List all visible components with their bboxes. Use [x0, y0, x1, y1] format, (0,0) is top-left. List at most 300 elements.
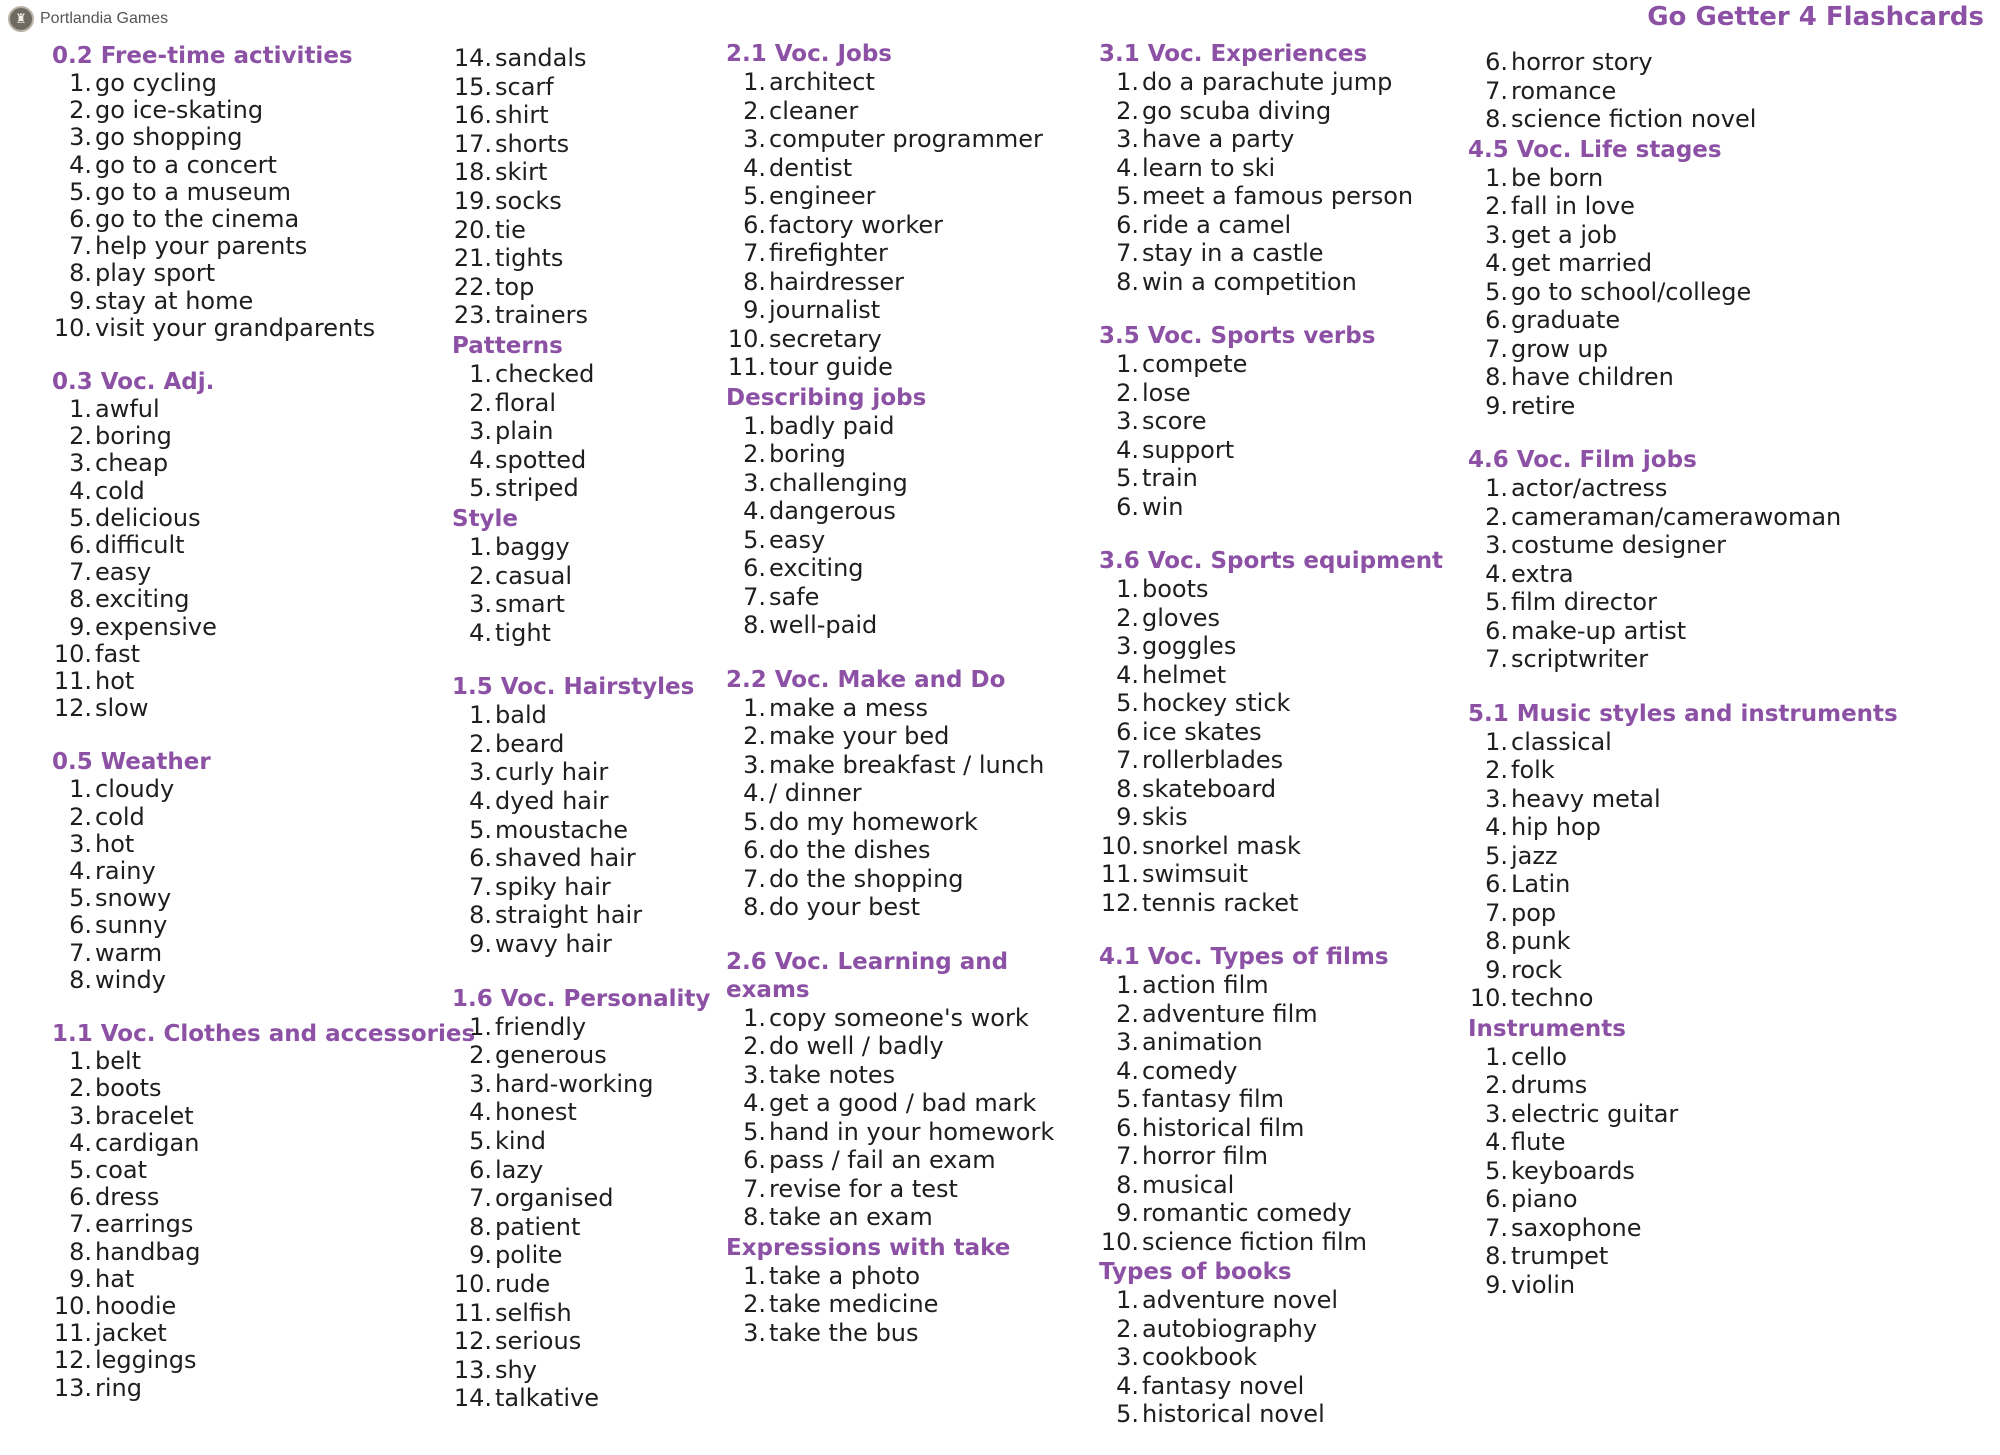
item-number: 3. [743, 750, 766, 779]
item-text: folk [1511, 756, 1555, 784]
item-number: 4. [1116, 435, 1139, 464]
item-text: belt [95, 1047, 142, 1076]
item-number: 4. [743, 1089, 766, 1117]
item-number: 10. [1100, 1227, 1139, 1256]
item-number: 2. [469, 561, 492, 590]
item-number: 3. [1485, 1099, 1508, 1128]
item-number: 7. [69, 938, 92, 967]
item-text: pop [1511, 898, 1557, 927]
section [452, 673, 727, 958]
item-text: punk [1511, 927, 1571, 955]
vocab-item [1468, 192, 1868, 221]
item-number: 8. [743, 611, 766, 639]
item-number: 6. [469, 1155, 492, 1184]
item-number: 1. [1485, 163, 1508, 192]
item-text: have a party [1142, 125, 1295, 153]
item-text: hot [95, 829, 135, 858]
item-number: 8. [743, 267, 766, 296]
item-number: 6. [1485, 1185, 1508, 1213]
section [1468, 1015, 1868, 1300]
item-text: support [1142, 435, 1235, 464]
item-number: 6. [743, 1146, 766, 1174]
item-text: hockey stick [1142, 689, 1291, 717]
item-number: 1. [1485, 474, 1508, 502]
item-text: win [1142, 492, 1184, 521]
item-number: 7. [69, 558, 92, 587]
section [1099, 547, 1469, 917]
item-number: 3. [743, 1318, 766, 1347]
section [726, 384, 1096, 640]
item-number: 3. [469, 590, 492, 619]
item-number: 6. [1485, 48, 1508, 76]
item-text: pass / fail an exam [769, 1146, 996, 1174]
vocab-item [1468, 164, 1868, 193]
section-title: Patterns [452, 332, 563, 359]
vocab-item [726, 440, 1096, 469]
item-text: make a mess [769, 693, 929, 722]
item-text: learn to ski [1142, 153, 1276, 182]
vocab-list [452, 360, 727, 503]
section [1099, 40, 1469, 296]
item-number: 3. [1116, 407, 1139, 435]
item-number: 8. [743, 893, 766, 921]
column-4 [1099, 40, 1469, 1455]
item-text: cameraman/camerawoman [1511, 502, 1842, 531]
item-number: 3. [1116, 632, 1139, 660]
item-number: 4. [469, 1098, 492, 1127]
section [52, 368, 452, 722]
item-number: 6. [1485, 870, 1508, 898]
item-number: 3. [69, 123, 92, 152]
item-text: patient [495, 1212, 581, 1241]
item-number: 9. [69, 286, 92, 315]
vocab-item [1099, 575, 1469, 604]
item-number: 10. [53, 1291, 92, 1320]
vocab-list [1468, 728, 1868, 1013]
vocab-item [452, 901, 727, 930]
section-title: 0.5 Weather [52, 749, 211, 776]
vocab-list [452, 701, 727, 958]
item-number: 5. [69, 177, 92, 206]
vocab-item [1468, 870, 1868, 899]
item-text: tights [495, 244, 564, 273]
item-number: 4. [1485, 249, 1508, 277]
item-text: do the dishes [769, 836, 931, 864]
item-text: factory worker [769, 210, 943, 239]
item-text: horror film [1142, 1142, 1269, 1170]
vocab-item [452, 1013, 727, 1042]
item-text: extra [1511, 559, 1574, 588]
item-text: go to the cinema [95, 205, 300, 234]
vocab-item [1468, 1100, 1868, 1129]
item-text: trainers [495, 301, 588, 330]
item-number: 14. [453, 1384, 492, 1413]
vocab-item [452, 1270, 727, 1299]
item-text: science fiction film [1142, 1227, 1368, 1256]
item-text: cardigan [95, 1128, 200, 1157]
item-number: 6. [469, 844, 492, 873]
vocab-item [452, 562, 727, 591]
vocab-item [1468, 335, 1868, 364]
item-text: jacket [95, 1319, 167, 1348]
section [452, 44, 727, 330]
item-number: 4. [1116, 660, 1139, 689]
item-number: 5. [743, 1117, 766, 1146]
section-title: 4.5 Voc. Life stages [1468, 136, 1722, 163]
vocab-item [452, 187, 727, 216]
vocab-item [726, 353, 1096, 382]
item-number: 4. [1116, 1056, 1139, 1085]
item-number: 6. [743, 554, 766, 582]
item-number: 5. [69, 503, 92, 532]
vocab-item [726, 97, 1096, 126]
vocab-item [1099, 97, 1469, 126]
item-number: 11. [53, 1319, 92, 1348]
vocab-list [52, 776, 452, 994]
item-number: 12. [53, 694, 92, 723]
item-text: fast [95, 639, 141, 668]
item-text: handbag [95, 1237, 201, 1266]
item-text: hoodie [95, 1291, 177, 1320]
vocab-item [1468, 1157, 1868, 1186]
vocab-item [452, 301, 727, 330]
vocab-item [452, 590, 727, 619]
item-number: 1. [469, 532, 492, 561]
item-number: 5. [743, 807, 766, 836]
item-number: 22. [453, 272, 492, 301]
item-text: make-up artist [1511, 616, 1687, 645]
item-text: cheap [95, 449, 169, 478]
item-number: 13. [453, 1355, 492, 1384]
vocab-item [452, 389, 727, 418]
section-title: 3.1 Voc. Experiences [1099, 41, 1368, 67]
vocab-item [726, 751, 1096, 780]
vocab-item [1468, 1185, 1868, 1214]
vocab-list [452, 533, 727, 647]
item-number: 4. [1116, 153, 1139, 182]
item-number: 2. [69, 422, 92, 451]
item-number: 4. [469, 618, 492, 647]
section-title: 2.1 Voc. Jobs [726, 41, 892, 67]
item-number: 6. [1485, 306, 1508, 334]
item-number: 7. [1485, 76, 1508, 105]
vocab-list [1468, 48, 1868, 134]
item-text: / dinner [769, 779, 862, 807]
vocab-item [452, 1356, 727, 1385]
vocab-item [452, 1299, 727, 1328]
vocab-item [726, 268, 1096, 297]
vocab-item [1468, 1043, 1868, 1072]
vocab-item [52, 858, 452, 885]
vocab-item [52, 1347, 452, 1374]
item-text: well-paid [769, 611, 878, 639]
item-text: take the bus [769, 1318, 919, 1347]
item-text: top [495, 272, 535, 301]
item-text: engineer [769, 182, 876, 210]
item-text: dress [95, 1183, 160, 1212]
item-number: 2. [1116, 999, 1139, 1028]
item-text: compete [1142, 350, 1248, 378]
item-text: meet a famous person [1142, 182, 1414, 210]
vocab-item [726, 893, 1096, 922]
vocab-item [1099, 268, 1469, 297]
vocab-item [726, 154, 1096, 183]
item-text: historical film [1142, 1113, 1305, 1142]
item-text: drums [1511, 1071, 1588, 1099]
vocab-item [726, 182, 1096, 211]
item-text: socks [495, 186, 562, 215]
item-text: copy someone's work [769, 1003, 1029, 1032]
vocab-item [726, 1146, 1096, 1175]
item-number: 2. [1485, 192, 1508, 220]
vocab-item [52, 695, 452, 722]
vocab-item [1099, 493, 1469, 522]
section [52, 1020, 476, 1402]
item-number: 12. [1100, 888, 1139, 917]
item-number: 12. [53, 1346, 92, 1375]
item-text: violin [1511, 1270, 1576, 1299]
item-text: get married [1511, 249, 1653, 277]
item-number: 8. [1485, 927, 1508, 955]
item-text: snorkel mask [1142, 831, 1301, 860]
item-text: ride a camel [1142, 210, 1292, 239]
vocab-item [726, 808, 1096, 837]
item-text: beard [495, 729, 565, 758]
item-text: difficult [95, 531, 185, 560]
item-number: 5. [69, 1155, 92, 1184]
section [1099, 943, 1469, 1256]
vocab-item [452, 1127, 727, 1156]
item-text: secretary [769, 324, 882, 353]
item-text: revise for a test [769, 1174, 958, 1203]
item-number: 8. [69, 259, 92, 288]
section [1468, 136, 1868, 421]
vocab-item [1099, 154, 1469, 183]
item-text: go to a concert [95, 150, 277, 179]
item-number: 7. [69, 232, 92, 261]
vocab-item [52, 586, 452, 613]
item-number: 8. [1485, 1242, 1508, 1270]
section [452, 505, 727, 647]
item-number: 6. [69, 911, 92, 940]
item-text: be born [1511, 163, 1604, 192]
vocab-item [726, 865, 1096, 894]
section [1099, 322, 1469, 521]
item-number: 9. [1485, 391, 1508, 420]
item-text: trumpet [1511, 1242, 1609, 1270]
vocab-item [1468, 813, 1868, 842]
vocab-item [452, 730, 727, 759]
item-number: 9. [69, 1264, 92, 1293]
item-number: 18. [453, 158, 492, 187]
vocab-list [1468, 164, 1868, 421]
item-text: techno [1511, 984, 1594, 1012]
item-number: 3. [69, 449, 92, 478]
vocab-item [726, 583, 1096, 612]
item-text: earrings [95, 1210, 194, 1239]
vocab-item [1099, 775, 1469, 804]
vocab-item [452, 360, 727, 389]
vocab-item [1099, 1400, 1469, 1429]
vocab-item [52, 1103, 452, 1130]
vocab-list [1099, 971, 1469, 1256]
vocab-item [1468, 249, 1868, 278]
vocab-item [52, 233, 452, 260]
vocab-item [52, 505, 452, 532]
item-number: 7. [743, 582, 766, 611]
vocab-item [52, 559, 452, 586]
item-text: adventure film [1142, 999, 1318, 1028]
item-text: awful [95, 395, 160, 424]
vocab-item [1099, 689, 1469, 718]
item-text: piano [1511, 1185, 1578, 1213]
vocab-item [52, 260, 452, 287]
vocab-item [52, 967, 452, 994]
item-text: dangerous [769, 497, 896, 525]
item-text: play sport [95, 259, 216, 288]
brand-header [8, 6, 168, 32]
item-text: go to school/college [1511, 277, 1752, 306]
item-number: 1. [743, 1003, 766, 1032]
item-text: cold [95, 802, 145, 831]
vocab-item [1099, 1085, 1469, 1114]
vocab-item [1468, 531, 1868, 560]
item-number: 6. [1116, 492, 1139, 521]
item-text: help your parents [95, 232, 308, 261]
item-number: 9. [469, 1241, 492, 1270]
vocab-list [52, 396, 452, 722]
item-number: 7. [1116, 1142, 1139, 1170]
item-text: smart [495, 590, 565, 619]
vocab-list [52, 1048, 452, 1402]
item-text: electric guitar [1511, 1099, 1679, 1128]
vocab-item [52, 124, 452, 151]
item-number: 2. [1116, 96, 1139, 125]
vocab-item [52, 641, 452, 668]
item-text: go cycling [95, 69, 217, 97]
section [1468, 446, 1868, 674]
item-text: tight [495, 618, 551, 647]
item-text: shorts [495, 129, 570, 158]
item-text: rollerblades [1142, 746, 1284, 774]
item-text: lose [1142, 378, 1191, 407]
item-text: snowy [95, 884, 172, 913]
item-text: baggy [495, 532, 570, 561]
item-text: ice skates [1142, 717, 1262, 746]
vocab-item [726, 239, 1096, 268]
column-3 [726, 40, 1096, 1373]
vocab-item [1099, 125, 1469, 154]
section-title: Describing jobs [726, 384, 927, 411]
item-text: exciting [95, 585, 190, 614]
item-number: 6. [1485, 616, 1508, 645]
item-text: rainy [95, 857, 156, 886]
item-text: make breakfast / lunch [769, 750, 1045, 779]
item-text: windy [95, 965, 166, 994]
section [726, 948, 1096, 1232]
item-text: swimsuit [1142, 860, 1248, 888]
item-text: skis [1142, 803, 1188, 831]
vocab-list [726, 412, 1096, 640]
vocab-item [1099, 1000, 1469, 1029]
column-2 [452, 44, 727, 1439]
section [1468, 700, 1898, 1013]
vocab-item [1468, 306, 1868, 335]
vocab-item [52, 396, 452, 423]
item-text: easy [769, 525, 826, 554]
item-number: 2. [743, 722, 766, 750]
vocab-item [52, 70, 452, 97]
item-number: 8. [469, 1212, 492, 1241]
vocab-item [1468, 503, 1868, 532]
vocab-item [726, 836, 1096, 865]
item-number: 10. [453, 1269, 492, 1298]
item-text: skirt [495, 158, 548, 187]
vocab-item [52, 614, 452, 641]
vocab-item [452, 216, 727, 245]
item-text: tie [495, 215, 526, 244]
vocab-item [1468, 48, 1868, 77]
vocab-item [1099, 1286, 1469, 1315]
item-text: hairdresser [769, 267, 905, 296]
item-text: sandals [495, 44, 587, 72]
item-number: 1. [743, 68, 766, 96]
vocab-list [1099, 1286, 1469, 1429]
vocab-item [52, 940, 452, 967]
item-number: 9. [1116, 803, 1139, 831]
item-text: cold [95, 476, 145, 505]
item-text: go shopping [95, 123, 243, 152]
item-number: 5. [743, 182, 766, 210]
item-number: 7. [1485, 898, 1508, 927]
item-number: 14. [453, 44, 492, 72]
vocab-item [1468, 105, 1868, 134]
vocab-item [1099, 661, 1469, 690]
item-text: fantasy novel [1142, 1371, 1305, 1400]
vocab-item [452, 873, 727, 902]
section-title: 2.6 Voc. Learning and exams [726, 948, 1009, 1003]
item-text: make your bed [769, 722, 950, 750]
item-text: floral [495, 388, 557, 417]
item-text: straight hair [495, 901, 643, 930]
item-text: computer programmer [769, 125, 1043, 153]
vocab-item [452, 1213, 727, 1242]
item-number: 1. [469, 359, 492, 388]
item-text: scarf [495, 72, 554, 101]
vocab-item [1468, 984, 1868, 1013]
item-text: expensive [95, 612, 217, 641]
vocab-item [1099, 1343, 1469, 1372]
item-number: 5. [1485, 588, 1508, 616]
item-number: 5. [1485, 1156, 1508, 1185]
vocab-item [52, 1075, 452, 1102]
item-text: take a photo [769, 1261, 921, 1290]
vocab-item [1099, 379, 1469, 408]
item-number: 19. [453, 186, 492, 215]
item-text: romance [1511, 76, 1617, 105]
section-title: 0.2 Free-time activities [52, 43, 353, 69]
vocab-item [726, 694, 1096, 723]
vocab-item [726, 1319, 1096, 1348]
item-text: scriptwriter [1511, 645, 1649, 673]
section-title: Expressions with take [726, 1234, 1011, 1261]
item-number: 8. [743, 1203, 766, 1231]
vocab-item [1468, 728, 1868, 757]
vocab-item [52, 776, 452, 803]
item-text: warm [95, 938, 163, 967]
item-text: classical [1511, 727, 1612, 756]
item-number: 5. [1485, 277, 1508, 306]
